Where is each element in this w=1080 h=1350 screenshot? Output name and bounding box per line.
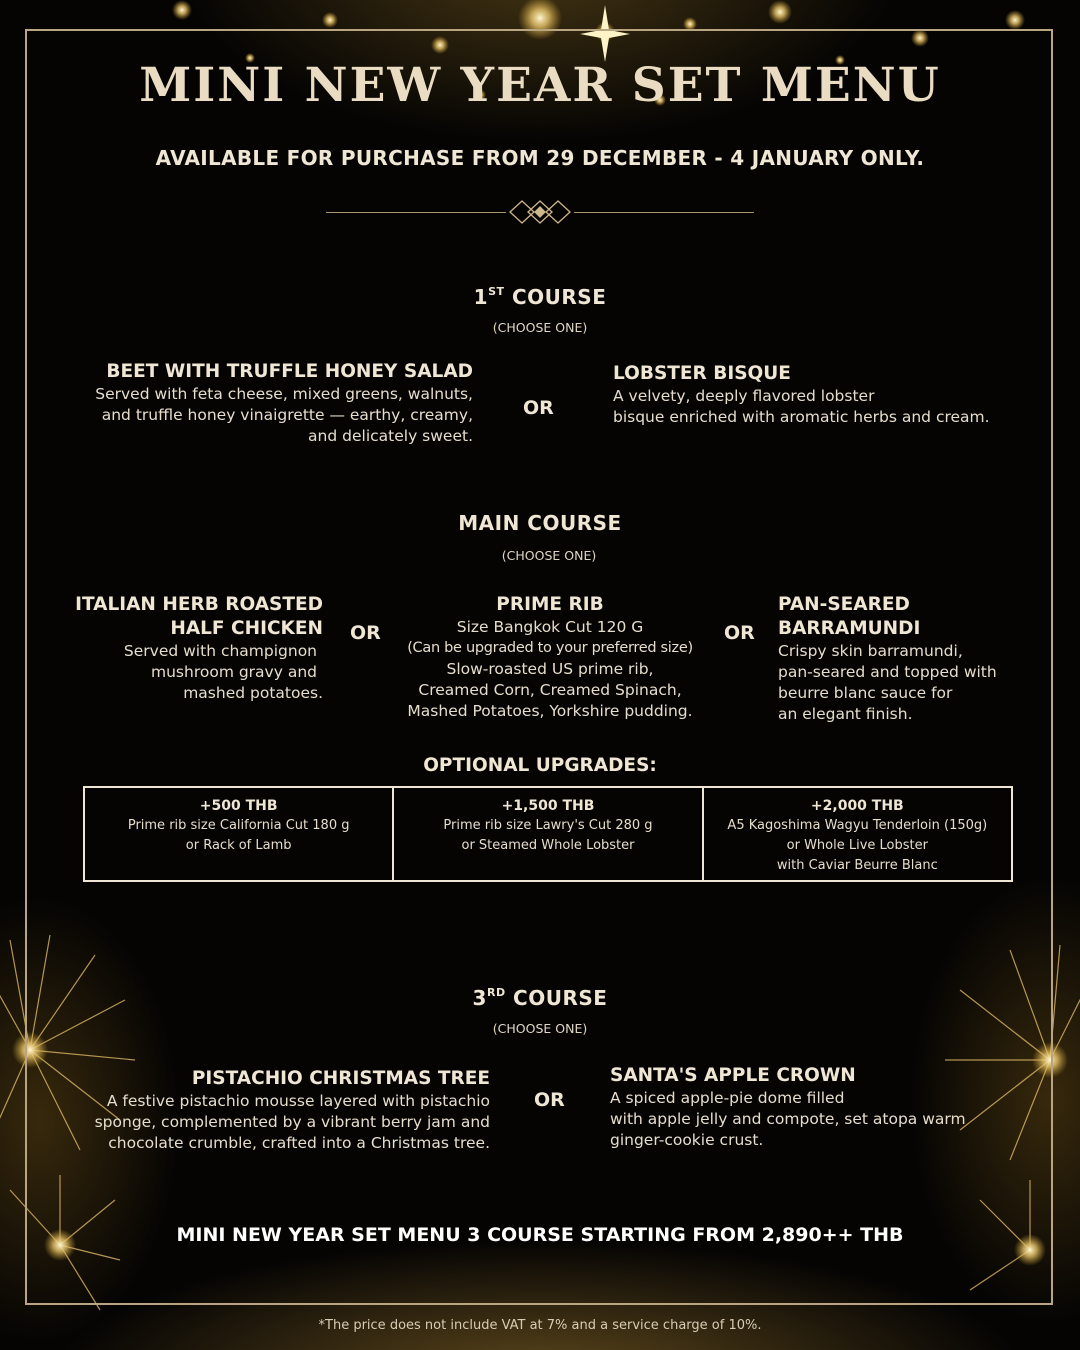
dish-desc-line: A spiced apple-pie dome filled xyxy=(610,1089,845,1107)
dish-name: BEET WITH TRUFFLE HONEY SALAD xyxy=(106,361,473,382)
dish-name: LOBSTER BISQUE xyxy=(613,363,791,384)
upgrade-desc-line: or Steamed Whole Lobster xyxy=(461,838,635,853)
dish-name: SANTA'S APPLE CROWN xyxy=(610,1065,856,1086)
dish-name: HALF CHICKEN xyxy=(170,618,323,639)
menu-title: MINI NEW YEAR SET MENU xyxy=(139,58,941,113)
upgrade-price: +2,000 THB xyxy=(810,798,904,814)
upgrade-desc-line: Prime rib size Lawry's Cut 280 g xyxy=(443,818,653,833)
upgrade-price: +500 THB xyxy=(199,798,278,814)
or-separator: OR xyxy=(724,622,755,644)
dish-pistachio-tree xyxy=(40,1067,490,1154)
divider-line-left xyxy=(326,212,506,213)
or-separator: OR xyxy=(534,1089,565,1111)
dish-desc-line: sponge, complemented by a vibrant berry jam and xyxy=(94,1113,490,1131)
upgrade-desc-line: or Rack of Lamb xyxy=(185,838,292,853)
upgrade-price: +1,500 THB xyxy=(501,798,595,814)
dish-lobster-bisque xyxy=(613,362,1053,428)
dish-desc-line: Creamed Corn, Creamed Spinach, xyxy=(418,681,682,699)
dish-beet-salad xyxy=(40,360,473,447)
dish-desc-line: Served with feta cheese, mixed greens, walnuts, xyxy=(95,385,473,403)
first-course-heading: 1ST COURSE xyxy=(473,285,607,309)
dish-desc-line: with apple jelly and compote, set atopa warm xyxy=(610,1110,966,1128)
upgrade-desc-line: or Whole Live Lobster xyxy=(786,838,928,853)
dish-name: PAN-SEARED xyxy=(778,594,910,615)
or-separator: OR xyxy=(523,397,554,419)
main-course-heading: MAIN COURSE xyxy=(458,511,622,535)
or-separator: OR xyxy=(350,622,381,644)
upgrade-desc-line: with Caviar Beurre Blanc xyxy=(776,858,938,873)
dish-desc-line: and delicately sweet. xyxy=(308,427,473,445)
dish-desc-line: A velvety, deeply flavored lobster xyxy=(613,387,875,405)
dish-desc-line: Mashed Potatoes, Yorkshire pudding. xyxy=(407,702,693,720)
dish-name: ITALIAN HERB ROASTED xyxy=(75,594,323,615)
dish-prime-rib xyxy=(385,593,715,722)
dish-desc-line: pan-seared and topped with xyxy=(778,663,997,681)
upgrades-table xyxy=(83,786,1013,882)
dish-apple-crown xyxy=(610,1064,1050,1151)
dish-desc-line: and truffle honey vinaigrette — earthy, creamy, xyxy=(101,406,473,424)
dish-barramundi xyxy=(778,593,1048,725)
dish-desc-line: mushroom gravy and xyxy=(151,663,317,681)
first-course-choose-note: (CHOOSE ONE) xyxy=(492,320,588,335)
dish-desc-line: bisque enriched with aromatic herbs and cream. xyxy=(613,408,990,426)
third-course-choose-note: (CHOOSE ONE) xyxy=(492,1021,588,1036)
upgrade-desc-line: A5 Kagoshima Wagyu Tenderloin (150g) xyxy=(727,818,988,833)
dish-desc-line: Size Bangkok Cut 120 G xyxy=(456,618,644,636)
dish-name: PRIME RIB xyxy=(496,594,604,615)
dish-desc-line: ginger-cookie crust. xyxy=(610,1131,764,1149)
upgrade-option xyxy=(704,788,1011,880)
upgrade-option xyxy=(394,788,703,880)
dish-desc-line: chocolate crumble, crafted into a Christmas tree. xyxy=(108,1134,490,1152)
availability-subtitle: AVAILABLE FOR PURCHASE FROM 29 DECEMBER - 4 JANUARY ONLY. xyxy=(155,146,925,170)
optional-upgrades-title: OPTIONAL UPGRADES: xyxy=(423,755,657,776)
dish-desc-line: mashed potatoes. xyxy=(183,684,323,702)
dish-desc-line: A festive pistachio mousse layered with pistachio xyxy=(106,1092,490,1110)
dish-name: BARRAMUNDI xyxy=(778,618,921,639)
third-course-heading: 3RD COURSE xyxy=(472,986,608,1010)
dish-name: PISTACHIO CHRISTMAS TREE xyxy=(191,1068,490,1089)
dish-desc-line: Crispy skin barramundi, xyxy=(778,642,963,660)
dish-desc-line: Slow-roasted US prime rib, xyxy=(446,660,654,678)
dish-desc-line: beurre blanc sauce for xyxy=(778,684,953,702)
dish-desc-line: an elegant finish. xyxy=(778,705,913,723)
dish-half-chicken xyxy=(60,593,323,704)
divider-line-right xyxy=(574,212,754,213)
dish-desc-line: (Can be upgraded to your preferred size) xyxy=(407,640,693,656)
price-disclaimer: *The price does not include VAT at 7% and a service charge of 10%. xyxy=(318,1318,762,1333)
upgrade-desc-line: Prime rib size California Cut 180 g xyxy=(127,818,350,833)
dish-desc-line: Served with champignon xyxy=(123,642,317,660)
main-course-choose-note: (CHOOSE ONE) xyxy=(501,548,597,563)
upgrade-option xyxy=(85,788,394,880)
set-menu-price: MINI NEW YEAR SET MENU 3 COURSE STARTING FROM 2,890++ THB xyxy=(176,1224,904,1246)
